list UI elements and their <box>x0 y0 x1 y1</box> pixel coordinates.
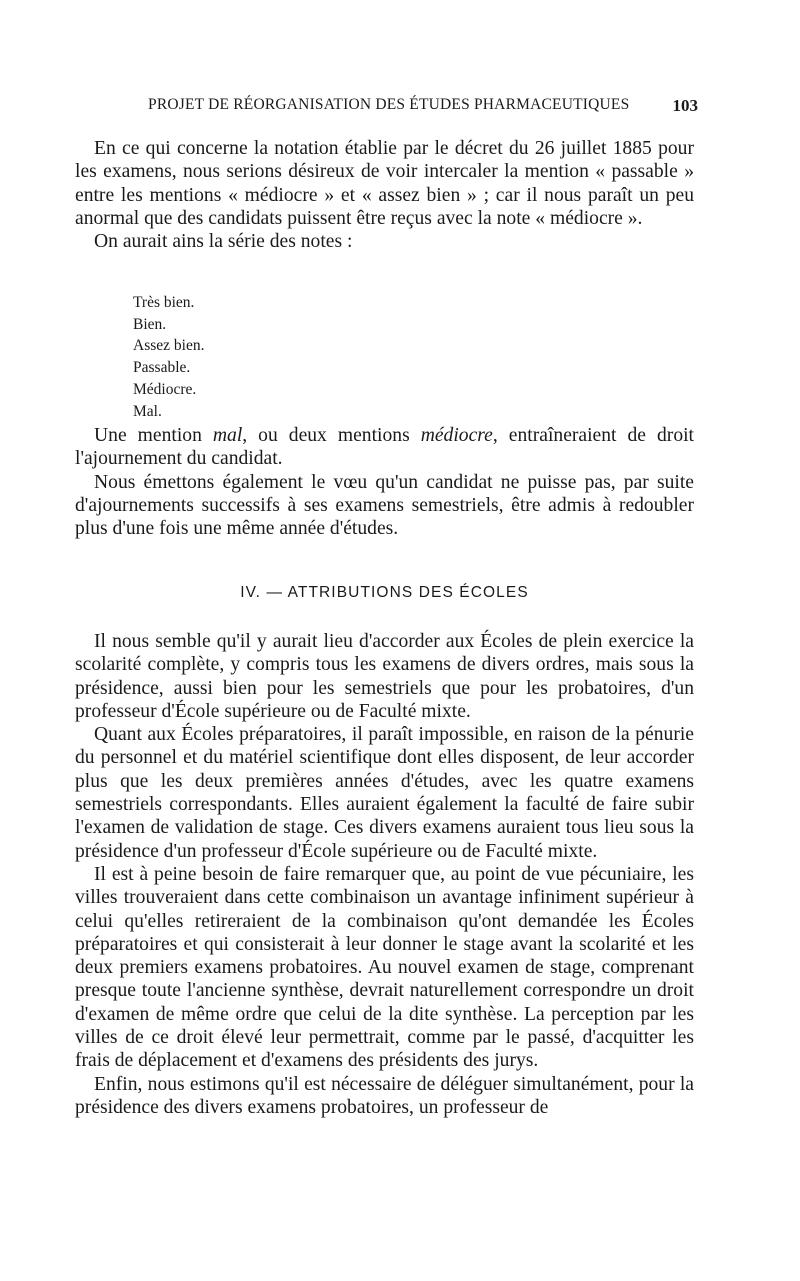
paragraph-cities: Il est à peine besoin de faire remarquer que, au point de vue pécuniaire, les villes trouveraient dans cette combinaison un avantage infiniment supérieur à celui qu'elles retireraient de la combinaison qu'ont demandée les Écoles préparatoires et qui consisterait à leur donner le stage avant la scolarité et les deux premiers examens probatoires. Au nouvel examen de stage, comprenant presque toute l'ancienne synthèse, devrait naturellement correspondre un droit d'examen de même ordre que celui de la dite synthèse. La perception par les villes de ce droit élevé leur permettrait, comme par le passé, d'acquitter les frais de déplacement et d'examens des présidents des jurys. <box>75 863 694 1072</box>
grade-item: Passable. <box>133 359 191 377</box>
grade-item: Bien. <box>133 315 167 333</box>
grade-item: Très bien. <box>133 294 195 311</box>
running-title: PROJET DE RÉORGANISATION DES ÉTUDES PHARMACEUTIQUES <box>148 96 630 113</box>
text-run: Une mention <box>94 425 213 446</box>
italic-mal: mal <box>212 425 243 446</box>
grades-list <box>133 292 204 422</box>
running-header <box>148 96 698 120</box>
paragraph-wish: Nous émettons également le vœu qu'un candidat ne puisse pas, par suite d'ajournements successifs à ses examens semestriels, être admis à redoubler plus d'une fois une même année d'études. <box>75 471 694 540</box>
page-number: 103 <box>672 96 698 115</box>
paragraph-adjournment <box>75 424 694 471</box>
text-run: , entraîneraient de droit l'ajournement du candidat. <box>75 425 695 470</box>
paragraph-full-schools: Il nous semble qu'il y aurait lieu d'accorder aux Écoles de plein exercice la scolarité complète, y compris tous les examens de divers ordres, mais sous la présidence, aussi bien pour les semestriels que pour les probatoires, d'un professeur d'École supérieure ou de Faculté mixte. <box>75 631 694 722</box>
italic-mediocre: médiocre <box>420 425 493 446</box>
after-list-block <box>75 424 694 540</box>
intro-block <box>75 137 694 253</box>
grade-item: Assez bien. <box>133 337 205 355</box>
grade-item: Médiocre. <box>133 380 197 398</box>
text-run: , ou deux mentions <box>242 425 421 446</box>
grade-item: Mal. <box>133 402 162 420</box>
paragraph-delegation: Enfin, nous estimons qu'il est nécessaire de déléguer simultanément, pour la présidence des divers examens probatoires, un professeur de <box>75 1073 694 1118</box>
paragraph-notation: En ce qui concerne la notation établie par le décret du 26 juillet 1885 pour les examens, nous serions désireux de voir intercaler la mention « passable » entre les mentions « médiocre » et « assez bien » ; car il nous paraît un peu anormal que des candidats puissent être reçus avec la note « médiocre ». <box>75 138 694 229</box>
section-heading: IV. — ATTRIBUTIONS DES ÉCOLES <box>240 584 529 601</box>
section-body <box>75 630 694 1119</box>
paragraph-series-intro: On aurait ains la série des notes : <box>94 231 353 253</box>
paragraph-preparatory-schools: Quant aux Écoles préparatoires, il paraît impossible, en raison de la pénurie du personnel et du matériel scientifique dont elles disposent, de leur accorder plus que les deux premières années d'études, avec les quatre examens semestriels correspondants. Elles auraient également la faculté de faire subir l'examen de validation de stage. Ces divers examens auraient tous lieu sous la présidence d'un professeur d'École supérieure ou de Faculté mixte. <box>75 724 694 862</box>
